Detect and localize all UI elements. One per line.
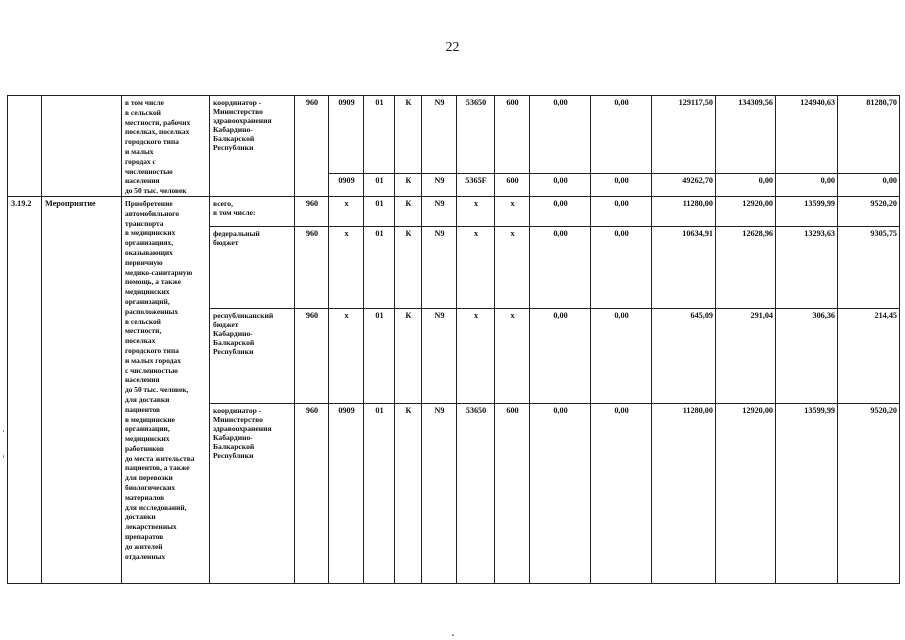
program-code: 01 [364, 403, 395, 583]
value-cell: 0,00 [530, 308, 591, 403]
value-cell: 81280,70 [838, 96, 900, 174]
section-code: 0909 [329, 173, 364, 196]
grbs-code: 960 [295, 226, 329, 308]
value-cell: 10634,91 [652, 226, 716, 308]
value-cell: 13293,63 [776, 226, 838, 308]
grbs-code: 960 [295, 96, 329, 197]
value-cell: 0,00 [776, 173, 838, 196]
program-code: 01 [364, 226, 395, 308]
value-cell: 214,45 [838, 308, 900, 403]
subprogram-code: К [395, 196, 422, 226]
scan-mark [3, 455, 4, 458]
target-article-code: 53650 [457, 96, 495, 174]
value-cell: 0,00 [530, 173, 591, 196]
expense-type-code: х [495, 226, 530, 308]
subprogram-code: К [395, 226, 422, 308]
value-cell: 0,00 [838, 173, 900, 196]
event-code: N9 [422, 226, 457, 308]
funding-source: республиканский бюджет Кабардино- Балкарской Республики [210, 308, 295, 403]
scan-mark [3, 430, 4, 432]
table-row [8, 196, 900, 226]
subprogram-code: К [395, 96, 422, 174]
value-cell: 0,00 [591, 196, 652, 226]
target-article-code: 5365F [457, 173, 495, 196]
value-cell: 0,00 [530, 196, 591, 226]
value-cell: 291,04 [716, 308, 776, 403]
funding-source: всего, в том числе: [210, 196, 295, 226]
expense-type-code: х [495, 308, 530, 403]
value-cell: 9520,20 [838, 403, 900, 583]
section-code: х [329, 226, 364, 308]
target-article-code: х [457, 308, 495, 403]
item-type: Мероприятие [42, 196, 122, 583]
subprogram-code: К [395, 173, 422, 196]
section-code: 0909 [329, 96, 364, 174]
program-code: 01 [364, 96, 395, 174]
event-code: N9 [422, 96, 457, 174]
value-cell: 0,00 [530, 96, 591, 174]
expense-type-code: х [495, 196, 530, 226]
value-cell: 129117,50 [652, 96, 716, 174]
subprogram-code: К [395, 308, 422, 403]
expense-type-code: 600 [495, 403, 530, 583]
value-cell: 9520,20 [838, 196, 900, 226]
grbs-code: 960 [295, 308, 329, 403]
item-number: 3.19.2 [8, 196, 42, 583]
value-cell: 0,00 [591, 226, 652, 308]
event-code: N9 [422, 173, 457, 196]
program-code: 01 [364, 196, 395, 226]
section-code: х [329, 308, 364, 403]
event-code: N9 [422, 403, 457, 583]
value-cell: 13599,99 [776, 196, 838, 226]
value-cell: 12920,00 [716, 196, 776, 226]
type-cell-empty [42, 96, 122, 197]
value-cell: 9305,75 [838, 226, 900, 308]
event-code: N9 [422, 308, 457, 403]
value-cell: 11280,00 [652, 403, 716, 583]
value-cell: 124940,63 [776, 96, 838, 174]
value-cell: 645,09 [652, 308, 716, 403]
budget-table [7, 95, 900, 584]
value-cell: 0,00 [591, 96, 652, 174]
value-cell: 13599,99 [776, 403, 838, 583]
value-cell: 0,00 [530, 226, 591, 308]
target-article-code: 53650 [457, 403, 495, 583]
program-code: 01 [364, 308, 395, 403]
section-code: х [329, 196, 364, 226]
section-code: 0909 [329, 403, 364, 583]
funding-source: федеральный бюджет [210, 226, 295, 308]
event-code: N9 [422, 196, 457, 226]
expense-type-code: 600 [495, 173, 530, 196]
target-article-code: х [457, 196, 495, 226]
value-cell: 0,00 [530, 403, 591, 583]
value-cell: 0,00 [716, 173, 776, 196]
funding-source: координатор - Министерство здравоохранения Кабардино- Балкарской Республики [210, 403, 295, 583]
grbs-code: 960 [295, 403, 329, 583]
scan-mark [452, 634, 454, 636]
value-cell: 306,36 [776, 308, 838, 403]
value-cell: 134309,56 [716, 96, 776, 174]
value-cell: 12628,96 [716, 226, 776, 308]
funding-source: координатор - Министерство здравоохранения Кабардино- Балкарской Республики [210, 96, 295, 197]
number-cell-empty [8, 96, 42, 197]
table-row [8, 96, 900, 174]
value-cell: 12920,00 [716, 403, 776, 583]
value-cell: 0,00 [591, 308, 652, 403]
value-cell: 11280,00 [652, 196, 716, 226]
expense-type-code: 600 [495, 96, 530, 174]
subprogram-code: К [395, 403, 422, 583]
value-cell: 0,00 [591, 173, 652, 196]
item-description: Приобретение автомобильного транспорта в медицинских организациях, оказывающих первичную медико-санитарную помощь, а также медицинских организаций, расположенных в сельской местности, поселках городского типа и малых городах с численностью населения до 50 тыс. человек, для доставки пациентов в медицинские организации, медицинских работников до места жительства пациентов, а также для перевозки биологических материалов для исследований, доставки лекарственных препаратов до жителей отдаленных [122, 196, 210, 583]
grbs-code: 960 [295, 196, 329, 226]
program-code: 01 [364, 173, 395, 196]
value-cell: 0,00 [591, 403, 652, 583]
value-cell: 49262,70 [652, 173, 716, 196]
continuation-text: в том числе в сельской местности, рабочих поселках, поселках городского типа и малых городах с численностью населения до 50 тыс. человек [122, 96, 210, 197]
target-article-code: х [457, 226, 495, 308]
page-number: 22 [445, 40, 460, 55]
